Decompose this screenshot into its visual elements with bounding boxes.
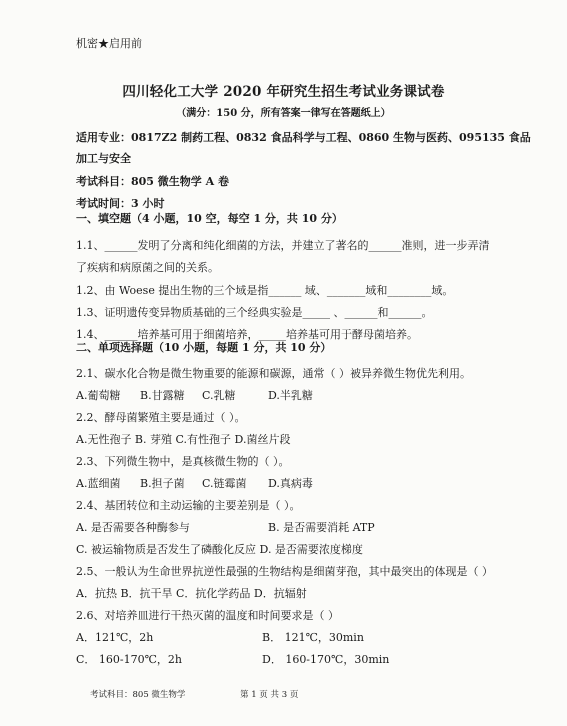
question-2-5-options: A．抗热 B．抗干旱 C．抗化学药品 D．抗辐射 xyxy=(76,587,307,600)
question-2-1-option-a: A.葡萄糖 xyxy=(76,389,121,402)
question-1-4: 1.4、______培养基可用于细菌培养，_____培养基可用于酵母菌培养。 xyxy=(76,328,418,341)
question-2-3: 2.3、下列微生物中，是真核微生物的（ ）。 xyxy=(76,455,290,468)
section-2-heading: 二、单项选择题（10 小题，每题 1 分，共 10 分） xyxy=(76,341,332,354)
section-1-heading: 一、填空题（4 小题，10 空，每空 1 分，共 10 分） xyxy=(76,212,343,225)
question-2-1-option-b: B.甘露糖 xyxy=(140,389,185,402)
confidential-label: 机密★启用前 xyxy=(76,37,142,50)
majors-line-1: 适用专业：0817Z2 制药工程、0832 食品科学与工程、0860 生物与医药、095135 食品 xyxy=(76,131,531,144)
majors-line-2: 加工与安全 xyxy=(76,152,131,165)
question-2-5: 2.5、一般认为生命世界抗逆性最强的生物结构是细菌芽孢，其中最突出的体现是（ ） xyxy=(76,565,493,578)
question-2-3-option-b: B.担子菌 xyxy=(140,477,185,490)
exam-subtitle: （满分：150 分，所有答案一律写在答题纸上） xyxy=(176,108,391,119)
question-2-3-option-d: D.真病毒 xyxy=(268,477,313,490)
question-2-6-option-c: C． 160-170℃，2h xyxy=(76,653,183,666)
footer-subject: 考试科目：805 微生物学 xyxy=(90,690,186,700)
question-2-2-options: A.无性孢子 B. 芽殖 C.有性孢子 D.菌丝片段 xyxy=(76,433,291,446)
exam-time: 考试时间：3 小时 xyxy=(76,197,165,210)
question-1-1-line-1: 1.1、______发明了分离和纯化细菌的方法，并建立了著名的______准则，进一步弄清 xyxy=(76,239,490,252)
question-2-6-option-a: A．121℃，2h xyxy=(76,631,154,644)
question-2-6-option-d: D． 160-170℃，30min xyxy=(262,653,390,666)
exam-subject: 考试科目：805 微生物学 A 卷 xyxy=(76,175,229,188)
question-2-3-option-a: A.蓝细菌 xyxy=(76,477,121,490)
question-2-4-option-a: A. 是否需要各种酶参与 xyxy=(76,521,190,534)
exam-title: 四川轻化工大学 2020 年研究生招生考试业务课试卷 xyxy=(122,84,445,100)
question-2-6: 2.6、对培养皿进行干热灭菌的温度和时间要求是（ ） xyxy=(76,609,339,622)
question-1-3: 1.3、证明遗传变异物质基础的三个经典实验是_____ 、______和______。 xyxy=(76,306,433,319)
question-2-4-option-b: B. 是否需要消耗 ATP xyxy=(268,521,375,534)
question-2-1-option-d: D.半乳糖 xyxy=(268,389,313,402)
question-1-1-line-2: 了疾病和病原菌之间的关系。 xyxy=(76,261,219,274)
question-2-2: 2.2、酵母菌繁殖主要是通过（ ）。 xyxy=(76,411,246,424)
question-2-6-option-b: B． 121℃，30min xyxy=(262,631,364,644)
question-2-4-options-cd: C. 被运输物质是否发生了磷酸化反应 D. 是否需要浓度梯度 xyxy=(76,543,363,556)
footer-page-number: 第 1 页 共 3 页 xyxy=(240,690,299,700)
question-2-1: 2.1、碳水化合物是微生物重要的能源和碳源，通常（ ）被异养微生物优先利用。 xyxy=(76,367,471,380)
question-2-4: 2.4、基团转位和主动运输的主要差别是（ ）。 xyxy=(76,499,301,512)
question-2-1-option-c: C.乳糖 xyxy=(202,389,236,402)
question-1-2: 1.2、由 Woese 提出生物的三个域是指______ 域、_______域和________域。 xyxy=(76,284,454,297)
question-2-3-option-c: C.链霉菌 xyxy=(202,477,247,490)
